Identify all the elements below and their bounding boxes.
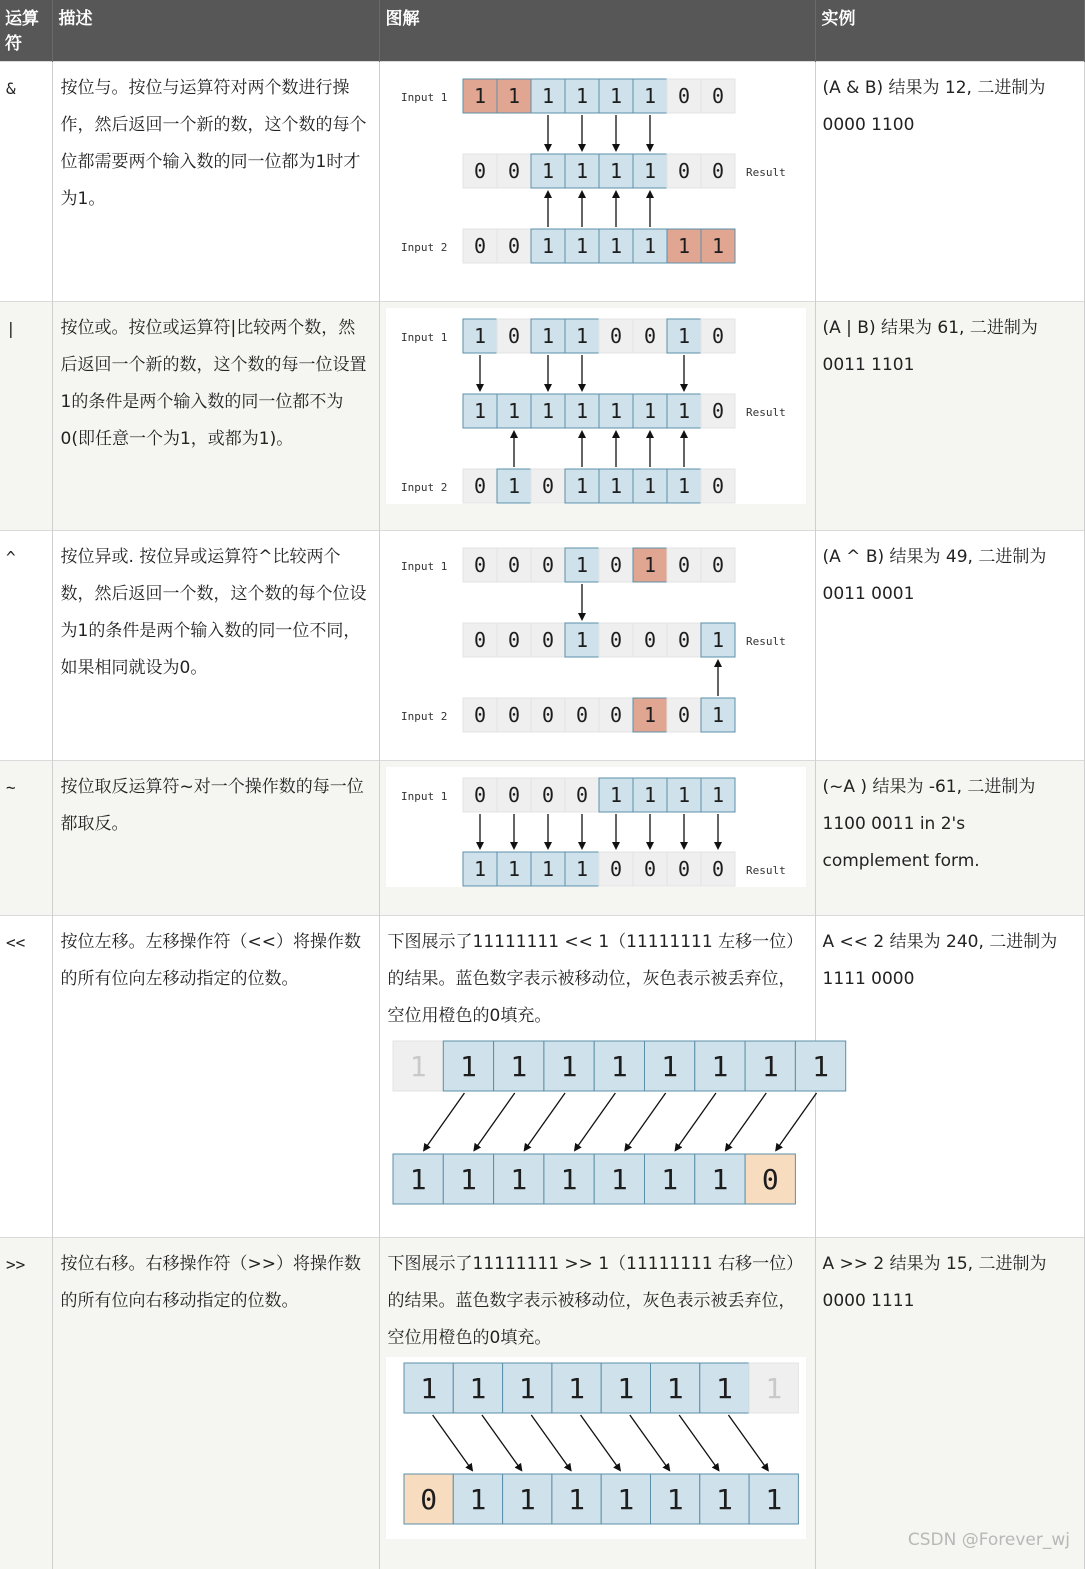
result-label: Result <box>745 166 786 179</box>
bit-value: 1 <box>509 1163 527 1196</box>
bit-value: 0 <box>507 159 520 183</box>
bit-value: 0 <box>677 857 690 881</box>
top-row <box>393 1041 846 1091</box>
example-cell: (~A ) 结果为 -61, 二进制为 1100 0011 in 2's complement form. <box>815 761 1084 916</box>
table-row-left-shift <box>0 916 1084 1238</box>
input2-label: Input 2 <box>400 241 447 254</box>
bit-value: 1 <box>507 474 520 498</box>
bit-value: 1 <box>764 1372 782 1405</box>
arrow <box>481 1415 520 1470</box>
description-cell: 按位左移。左移操作符（<<）将操作数的所有位向左移动指定的位数。 <box>52 916 379 1238</box>
bit-value: 1 <box>575 857 588 881</box>
bit-value: 0 <box>473 628 486 652</box>
bit-value: 1 <box>459 1163 477 1196</box>
bit-value: 1 <box>575 234 588 258</box>
example-cell: A << 2 结果为 240, 二进制为 1111 0000 <box>815 916 1084 1238</box>
bit-value: 1 <box>473 857 486 881</box>
bitwise-xor-diagram <box>386 537 806 749</box>
input1-label: Input 1 <box>400 560 447 573</box>
bit-value: 1 <box>575 159 588 183</box>
bottom-row <box>404 1474 798 1524</box>
bitwise-not-diagram <box>386 767 806 887</box>
bit-value: 1 <box>643 84 656 108</box>
bit-value: 0 <box>507 783 520 807</box>
table-row-right-shift <box>0 1238 1084 1569</box>
bit-value: 1 <box>609 399 622 423</box>
bit-value: 1 <box>761 1050 779 1083</box>
watermark: CSDN @Forever_wj <box>907 1530 1070 1550</box>
header-operator: 运算 符 <box>0 0 52 62</box>
bit-value: 1 <box>643 399 656 423</box>
bit-value: 1 <box>677 399 690 423</box>
description-cell: 按位取反运算符~对一个操作数的每一位都取反。 <box>52 761 379 916</box>
bit-value: 1 <box>469 1483 486 1516</box>
bit-value: 1 <box>575 324 588 348</box>
example-cell: (A | B) 结果为 61, 二进制为 0011 1101 <box>815 302 1084 531</box>
bit-value: 0 <box>507 628 520 652</box>
bit-value: 1 <box>764 1483 782 1516</box>
description-cell: 按位或。按位或运算符|比较两个数，然后返回一个新的数，这个数的每一位设置1的条件是两个输入数的同一位都不为0(即任意一个为1，或都为1)。 <box>52 302 379 531</box>
bit-value: 1 <box>715 1372 733 1405</box>
bitwise-and-diagram <box>386 68 806 288</box>
operator-cell: ^ <box>0 531 52 761</box>
bit-value: 1 <box>711 1163 728 1196</box>
bit-value: 1 <box>575 399 588 423</box>
input2-row <box>463 229 735 263</box>
bit-value: 0 <box>711 474 724 498</box>
bit-value: 1 <box>567 1483 585 1516</box>
operator-cell: & <box>0 62 52 302</box>
arrow <box>625 1093 665 1150</box>
bit-value: 1 <box>616 1483 634 1516</box>
table-header-row <box>0 0 1084 62</box>
arrow <box>531 1415 570 1470</box>
bit-value: 1 <box>567 1372 585 1405</box>
bit-value: 0 <box>507 324 520 348</box>
header-diagram: 图解 <box>379 0 815 62</box>
arrow <box>776 1093 816 1150</box>
arrow <box>675 1093 715 1150</box>
bit-value: 1 <box>609 474 622 498</box>
result-row <box>463 852 735 886</box>
result-label: Result <box>745 864 786 877</box>
input1-label: Input 1 <box>400 331 447 344</box>
bit-value: 0 <box>541 474 554 498</box>
bit-value: 1 <box>541 857 554 881</box>
diagram-cell <box>379 62 815 302</box>
table-row-not <box>0 761 1084 916</box>
arrow <box>424 1093 464 1150</box>
bit-value: 1 <box>677 474 690 498</box>
bit-value: 1 <box>575 628 588 652</box>
bottom-row <box>393 1154 795 1204</box>
header-description: 描述 <box>52 0 379 62</box>
input2-label: Input 2 <box>400 481 447 494</box>
bit-value: 0 <box>541 783 554 807</box>
bit-value: 1 <box>560 1163 577 1196</box>
arrow <box>432 1415 471 1470</box>
diagram-caption: 下图展示了11111111 >> 1（11111111 右移一位）的结果。蓝色数字表示被移动位，灰色表示被丢弃位，空位用橙色的0填充。 <box>387 1254 804 1348</box>
bit-value: 0 <box>609 628 622 652</box>
bit-value: 0 <box>711 857 724 881</box>
diagram-cell <box>379 1238 815 1569</box>
bit-value: 0 <box>473 703 486 727</box>
bit-value: 0 <box>575 783 588 807</box>
bitwise-or-diagram <box>386 308 806 504</box>
header-example: 实例 <box>815 0 1084 62</box>
bit-value: 0 <box>541 703 554 727</box>
bit-value: 1 <box>643 159 656 183</box>
bit-value: 1 <box>677 324 690 348</box>
bit-value: 1 <box>509 1050 527 1083</box>
bit-value: 0 <box>541 628 554 652</box>
bit-value: 0 <box>643 857 656 881</box>
bit-value: 1 <box>518 1372 536 1405</box>
top-row <box>404 1363 798 1413</box>
input1-label: Input 1 <box>400 790 447 803</box>
bit-value: 1 <box>666 1483 684 1516</box>
bit-value: 0 <box>609 553 622 577</box>
example-cell: (A ^ B) 结果为 49, 二进制为 0011 0001 <box>815 531 1084 761</box>
bit-value: 1 <box>643 703 656 727</box>
bit-value: 1 <box>459 1050 477 1083</box>
table-row-and <box>0 62 1084 302</box>
bit-value: 1 <box>409 1163 427 1196</box>
bit-value: 0 <box>711 324 724 348</box>
bit-value: 1 <box>575 474 588 498</box>
bit-value: 1 <box>711 1050 728 1083</box>
bit-value: 0 <box>473 234 486 258</box>
bit-value: 0 <box>507 553 520 577</box>
bit-value: 1 <box>473 84 486 108</box>
bit-value: 1 <box>660 1163 678 1196</box>
bit-value: 0 <box>609 324 622 348</box>
bit-value: 1 <box>711 703 724 727</box>
result-row <box>463 154 735 188</box>
bit-value: 1 <box>616 1372 634 1405</box>
bit-value: 1 <box>609 84 622 108</box>
diagram-cell <box>379 916 829 1238</box>
input2-label: Input 2 <box>400 710 447 723</box>
input1-row <box>463 778 735 812</box>
diagram-cell <box>379 761 815 916</box>
bit-value: 0 <box>677 84 690 108</box>
bit-value: 0 <box>473 159 486 183</box>
bit-value: 1 <box>507 84 520 108</box>
bit-value: 1 <box>469 1372 486 1405</box>
bit-value: 0 <box>643 324 656 348</box>
left-shift-diagram <box>386 1035 829 1211</box>
bit-value: 0 <box>609 703 622 727</box>
input1-row <box>463 79 735 113</box>
bit-value: 1 <box>541 324 554 348</box>
bit-value: 1 <box>609 234 622 258</box>
bit-value: 1 <box>541 84 554 108</box>
bit-value: 1 <box>419 1372 437 1405</box>
bit-value: 0 <box>643 628 656 652</box>
bit-value: 1 <box>518 1483 536 1516</box>
bit-value: 1 <box>507 399 520 423</box>
input1-label: Input 1 <box>400 91 447 104</box>
bit-value: 1 <box>711 234 724 258</box>
table-row-xor <box>0 531 1084 761</box>
bit-value: 1 <box>575 553 588 577</box>
bit-value: 1 <box>643 474 656 498</box>
operator-cell: >> <box>0 1238 52 1569</box>
bit-value: 0 <box>677 159 690 183</box>
bit-value: 1 <box>609 159 622 183</box>
bit-value: 0 <box>609 857 622 881</box>
bit-value: 0 <box>541 553 554 577</box>
diagram-cell <box>379 531 815 761</box>
bit-value: 0 <box>761 1163 779 1196</box>
bit-value: 1 <box>643 234 656 258</box>
bit-value: 1 <box>660 1050 678 1083</box>
result-label: Result <box>745 635 786 648</box>
result-row <box>463 623 735 657</box>
bit-value: 0 <box>473 783 486 807</box>
bit-value: 1 <box>473 324 486 348</box>
example-cell: (A & B) 结果为 12, 二进制为 0000 1100 <box>815 62 1084 302</box>
bit-value: 0 <box>677 703 690 727</box>
bit-value: 0 <box>419 1483 437 1516</box>
bit-value: 0 <box>507 703 520 727</box>
bit-value: 1 <box>715 1483 733 1516</box>
bit-value: 1 <box>711 783 724 807</box>
bit-value: 0 <box>507 234 520 258</box>
bit-value: 1 <box>711 628 724 652</box>
bit-value: 1 <box>610 1050 628 1083</box>
bit-value: 1 <box>409 1050 427 1083</box>
bit-value: 1 <box>473 399 486 423</box>
bit-value: 0 <box>711 84 724 108</box>
bit-value: 0 <box>677 628 690 652</box>
bit-value: 1 <box>541 399 554 423</box>
input2-row <box>463 698 735 732</box>
bit-value: 1 <box>811 1050 829 1083</box>
diagram-cell <box>379 302 815 531</box>
arrow <box>679 1415 718 1470</box>
bit-value: 1 <box>575 84 588 108</box>
bit-value: 1 <box>609 783 622 807</box>
input1-row <box>463 548 735 582</box>
bit-value: 0 <box>711 553 724 577</box>
arrow <box>728 1415 767 1470</box>
description-cell: 按位右移。右移操作符（>>）将操作数的所有位向右移动指定的位数。 <box>52 1238 379 1569</box>
bit-value: 0 <box>711 399 724 423</box>
operator-cell: << <box>0 916 52 1238</box>
bit-value: 1 <box>666 1372 684 1405</box>
bit-value: 1 <box>507 857 520 881</box>
description-cell: 按位异或. 按位异或运算符^比较两个数，然后返回一个数，这个数的每个位设为1的条件是两个输入数的同一位不同，如果相同就设为0。 <box>52 531 379 761</box>
bit-value: 1 <box>541 234 554 258</box>
bit-value: 1 <box>643 783 656 807</box>
diagram-caption: 下图展示了11111111 << 1（11111111 左移一位）的结果。蓝色数字表示被移动位，灰色表示被丢弃位，空位用橙色的0填充。 <box>387 932 804 1026</box>
bit-value: 1 <box>677 234 690 258</box>
bit-value: 1 <box>610 1163 628 1196</box>
bit-value: 0 <box>677 553 690 577</box>
bit-value: 0 <box>473 474 486 498</box>
bit-value: 1 <box>677 783 690 807</box>
bit-value: 0 <box>711 159 724 183</box>
arrow <box>725 1093 765 1150</box>
bit-value: 0 <box>473 553 486 577</box>
input2-row <box>463 469 735 503</box>
operator-cell: | <box>0 302 52 531</box>
arrow <box>629 1415 668 1470</box>
bit-value: 1 <box>560 1050 577 1083</box>
arrow <box>524 1093 564 1150</box>
result-row <box>463 394 735 428</box>
bit-value: 1 <box>643 553 656 577</box>
bit-value: 0 <box>575 703 588 727</box>
table-row-or <box>0 302 1084 531</box>
bit-value: 1 <box>541 159 554 183</box>
operator-cell: ~ <box>0 761 52 916</box>
description-cell: 按位与。按位与运算符对两个数进行操作，然后返回一个新的数，这个数的每个位都需要两个输入数的同一位都为1时才为1。 <box>52 62 379 302</box>
arrow <box>474 1093 514 1150</box>
input1-row <box>463 319 735 353</box>
arrow <box>580 1415 619 1470</box>
arrow <box>575 1093 615 1150</box>
example-cell: A >> 2 结果为 15, 二进制为 0000 1111 <box>815 1238 1084 1569</box>
right-shift-diagram <box>386 1357 806 1539</box>
result-label: Result <box>745 406 786 419</box>
